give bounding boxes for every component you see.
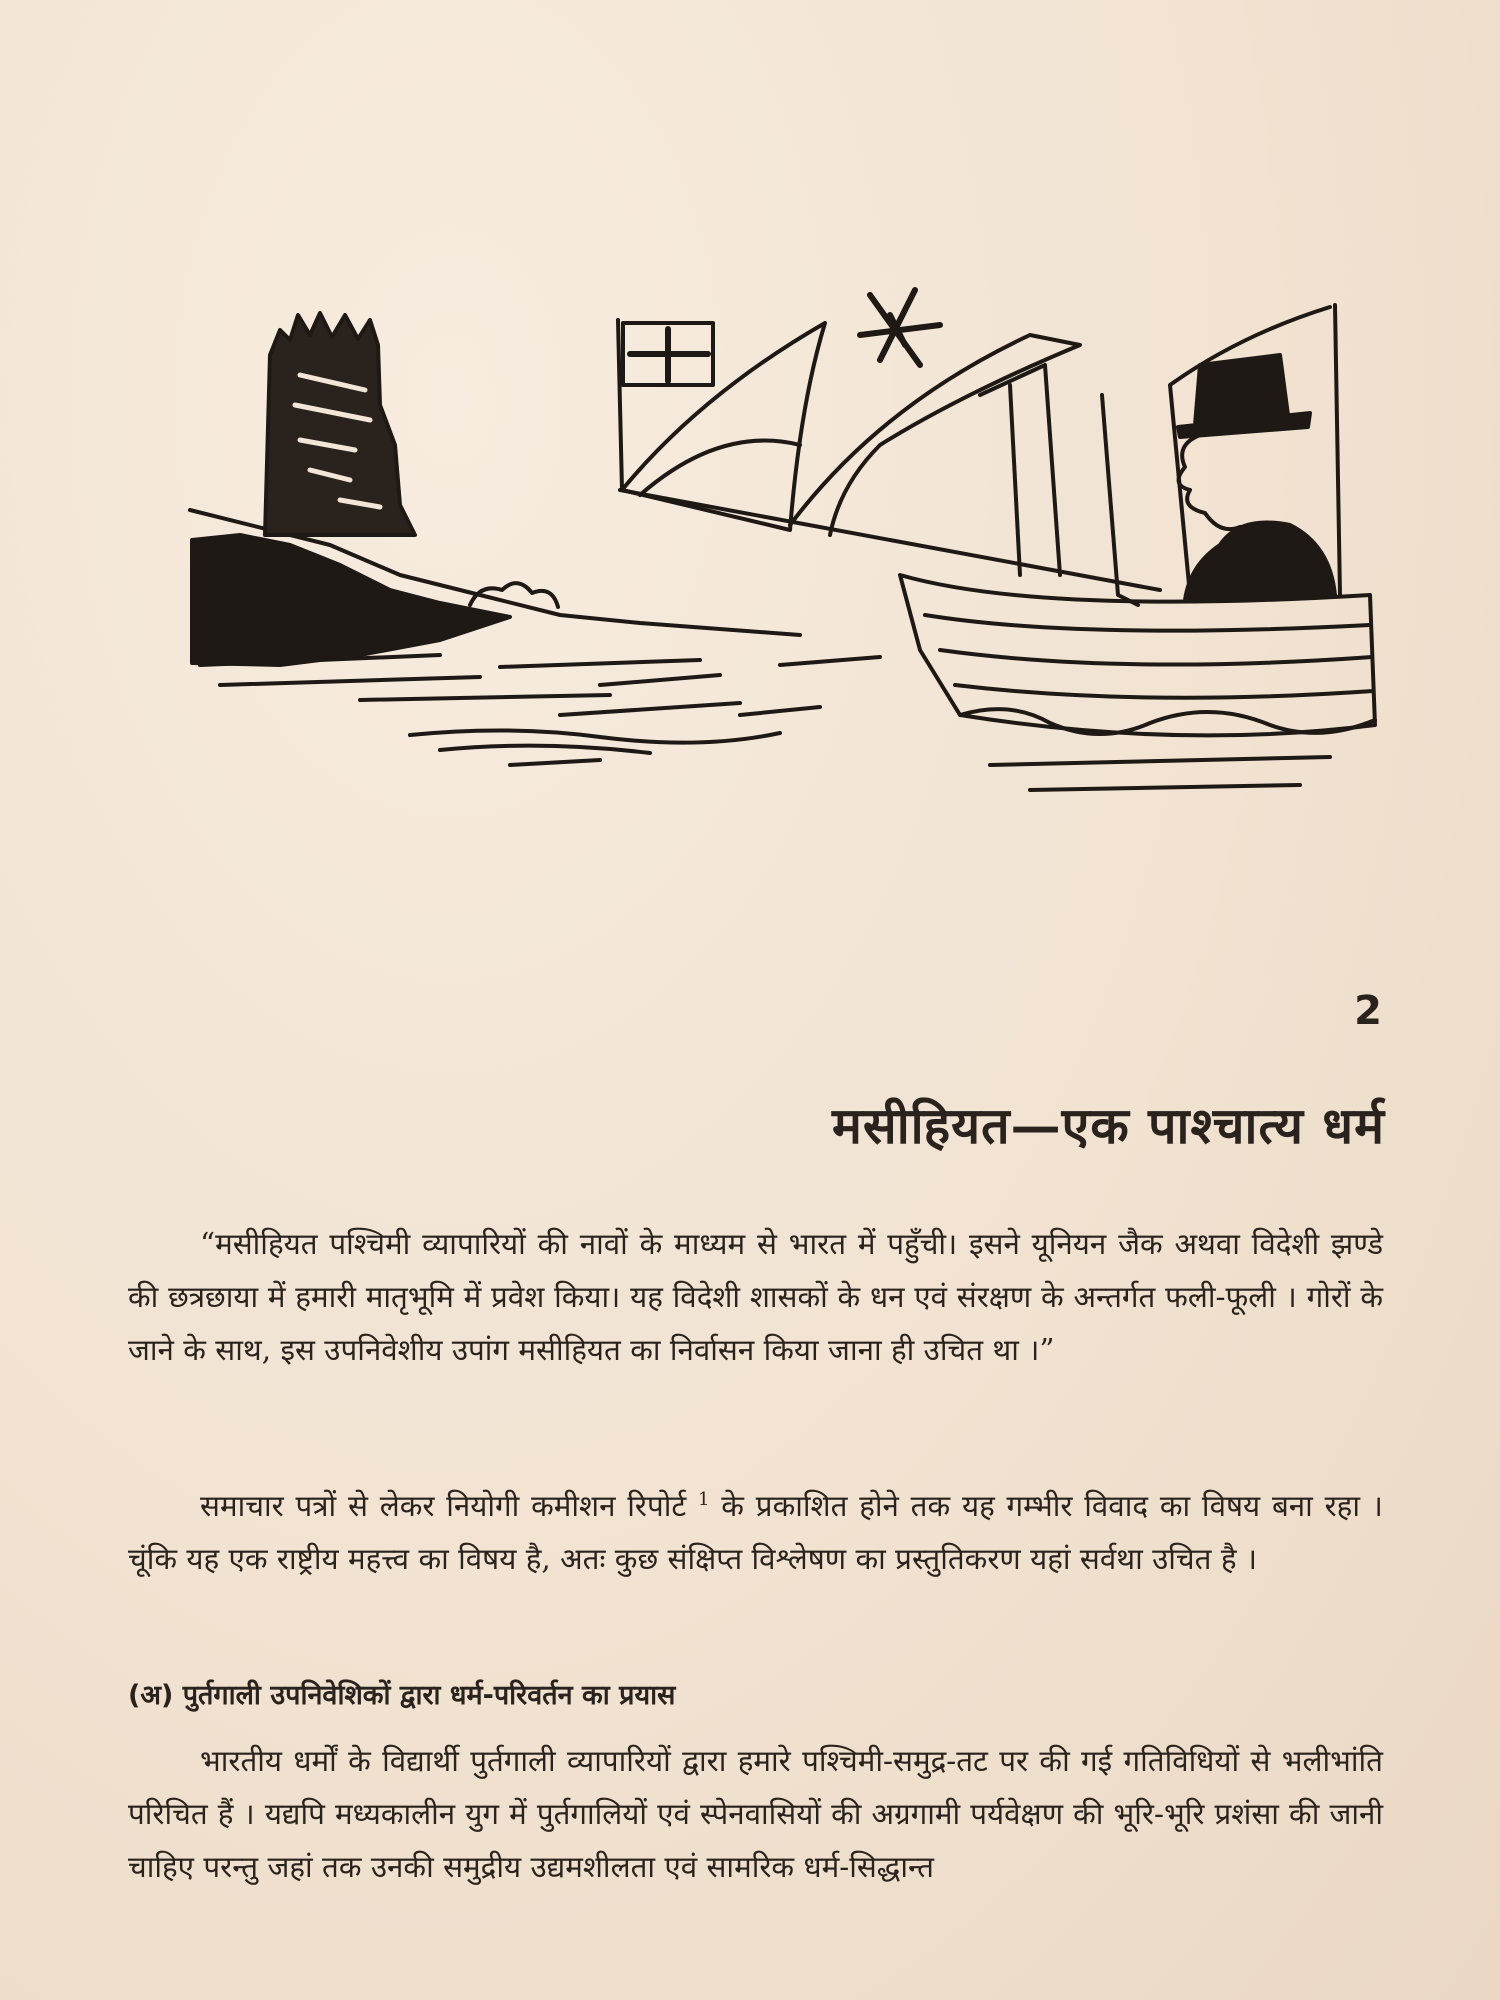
hull-planks [925,615,1373,698]
paragraph-3: भारतीय धर्मों के विद्यार्थी पुर्तगाली व्यापारियों द्वारा हमारे पश्चिमी-समुद्र-तट पर की गई गतिविधियों से भलीभांति परिचित हैं । यद्यपि मध्यकालीन युग में पुर्तगालियों एवं स्पेनवासियों की अग्रगामी पर्यवेक्षण की भूरि-भूरि प्रशंसा की जानी चाहिए परन्तु जहां तक उनकी समुद्रीय उद्यमशीलता एवं सामरिक धर्म-सिद्धान्त [128,1744,1383,1884]
man-body [1185,523,1335,601]
hull-waves [960,709,1375,790]
paragraph-2-block [128,1480,1383,1586]
water-lines [200,655,880,765]
sail-curve [640,441,800,495]
sail-main [790,335,1080,535]
rigging-line [620,490,1160,590]
ship-and-fort-illustration [180,245,1380,825]
paragraph-2-text-end: के प्रकाशित होने तक यह गम्भीर विवाद का विषय बना रहा । चूंकि यह एक राष्ट्रीय महत्त्व का विषय है, अतः कुछ संक्षिप्त विश्लेषण का प्रस्तुतिकरण यहां सर्वथा उचित है । [128,1489,1383,1576]
man-face [1179,435,1240,529]
paragraph-2-text-start: समाचार पत्रों से लेकर नियोगी कमीशन रिपोर्ट [200,1489,699,1523]
paragraph-3-block [128,1735,1383,1894]
oar [1102,395,1138,605]
emblem-icon [860,290,940,365]
paragraph-2 [128,1480,1383,1586]
section-heading: (अ) पुर्तगाली उपनिवेशिकों द्वारा धर्म-परिवर्तन का प्रयास [128,1680,676,1711]
footnote-marker[interactable]: 1 [698,1489,710,1511]
chapter-title: मसीहियत—एक पाश्चात्य धर्म [832,1096,1385,1155]
paragraph-1-block [128,1218,1383,1377]
chapter-number: 2 [1354,988,1382,1034]
paragraph-1: “मसीहियत पश्चिमी व्यापारियों की नावों के माध्यम से भारत में पहुँची। इसने यूनियन जैक अथवा विदेशी झण्डे की छत्रछाया में हमारी मातृभूमि में प्रवेश किया। यह विदेशी शासकों के धन एवं संरक्षण के अन्तर्गत फली-फूली । गोरों के जाने के साथ, इस उपनिवेशीय उपांग मसीहियत का निर्वासन किया जाना ही उचित था ।” [128,1227,1383,1367]
flag-cross [630,329,708,381]
